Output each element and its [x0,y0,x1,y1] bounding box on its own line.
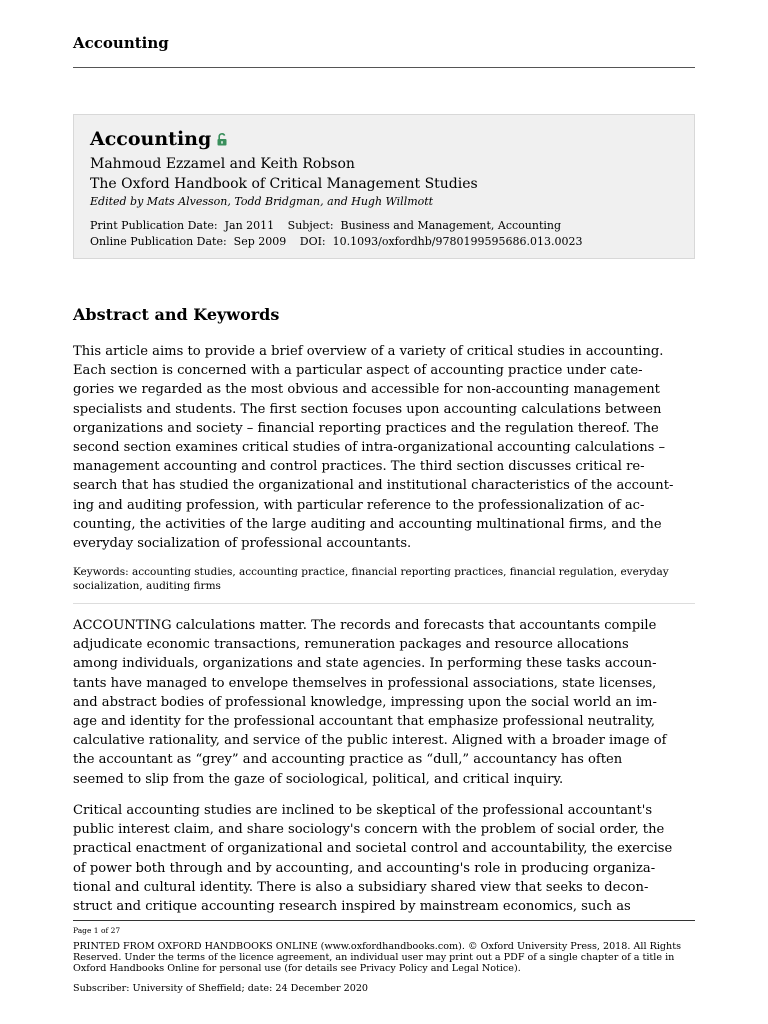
abstract-line: specialists and students. The first section focuses upon accounting calculations between [73,401,662,417]
body-line: age and identity for the professional accountant that emphasize professional neutrality, [73,714,656,730]
running-head: Accounting [73,34,169,52]
chapter-authors: Mahmoud Ezzamel and Keith Robson [90,156,355,172]
body-line: tants have managed to envelope themselves in professional associations, state licenses, [73,675,657,691]
book-title: The Oxford Handbook of Critical Management Studies [90,176,478,192]
body-line: calculative rationality, and service of the public interest. Aligned with a broader image of [73,733,667,749]
print-meta-line [90,218,678,234]
abstract-line: search that has studied the organizational and institutional characteristics of the account- [73,478,674,494]
online-date: Sep 2009 [233,235,287,248]
abstract-line: second section examines critical studies of intra-organizational accounting calculations – [73,440,666,456]
print-date-label: Print Publication Date: [90,219,218,232]
abstract-line: ing and auditing profession, with particular reference to the professionalization of ac- [73,497,645,513]
body-line: of power both through and by accounting, and accounting's role in producing organiza- [73,860,656,876]
body-line: struct and critique accounting research inspired by mainstream economics, such as [73,899,631,915]
abstract-line: counting, the activities of the large auditing and accounting multinational firms, and the [73,516,662,532]
chapter-title-row [90,127,678,152]
page-number: Page 1 of 27 [73,926,121,935]
body-line: practical enactment of organizational and societal control and accountability, the exercise [73,841,673,857]
online-meta-line [90,234,678,250]
print-date: Jan 2011 [224,219,275,232]
keywords [73,565,695,593]
abstract-line: Each section is concerned with a particular aspect of accounting practice under cate- [73,363,643,379]
footer-divider [73,920,695,921]
keywords-line: socialization, auditing firms [73,580,221,592]
header-divider [73,67,695,68]
abstract-line: management accounting and control practices. The third section discusses critical re- [73,459,645,475]
abstract-line: organizations and society – financial reporting practices and the regulation thereof. The [73,420,659,436]
body-line: adjudicate economic transactions, remuneration packages and resource allocations [73,637,629,653]
open-lock-icon [217,128,227,152]
printed-line: Reserved. Under the terms of the licence agreement, an individual user may print out a PDF of a single chapter of a title in [73,952,675,963]
printed-line: PRINTED FROM OXFORD HANDBOOKS ONLINE (www.oxfordhandbooks.com). © Oxford University Press, 2018. All Rights [73,941,681,952]
doi-value: 10.1093/oxfordhb/9780199595686.013.0023 [332,235,583,248]
body-paragraph-2 [73,801,695,917]
body-line: seemed to slip from the gaze of sociological, political, and critical inquiry. [73,771,564,787]
abstract-line: everyday socialization of professional accountants. [73,536,412,552]
subject-label: Subject: [287,219,334,232]
body-line: tional and cultural identity. There is also a subsidiary shared view that seeks to decon- [73,879,649,895]
subject-value: Business and Management, Accounting [340,219,562,232]
body-line: Critical accounting studies are inclined to be skeptical of the professional accountant's [73,803,653,818]
body-line: and abstract bodies of professional knowledge, impressing upon the social world an im- [73,694,657,710]
abstract-paragraph [73,342,695,553]
printed-notice [73,941,695,974]
keywords-line: Keywords: accounting studies, accounting practice, financial reporting practices, financial regulation, everyday [73,566,669,578]
body-line: among individuals, organizations and state agencies. In performing these tasks accoun- [73,656,657,672]
printed-line: Oxford Handbooks Online for personal use (for details see Privacy Policy and Legal Notice). [73,963,521,974]
abstract-line: This article aims to provide a brief overview of a variety of critical studies in accounting. [73,344,664,359]
chapter-title: Accounting [90,128,212,150]
section-divider [73,603,695,604]
online-date-label: Online Publication Date: [90,235,227,248]
book-editors: Edited by Mats Alvesson, Todd Bridgman, and Hugh Willmott [90,195,434,208]
body-line: the accountant as “grey” and accounting practice as “dull,” accountancy has often [73,752,623,768]
abstract-line: gories we regarded as the most obvious and accessible for non-accounting management [73,382,660,398]
body-line: public interest claim, and share sociology's concern with the problem of social order, the [73,822,665,838]
subscriber-info: Subscriber: University of Sheffield; date: 24 December 2020 [73,983,369,994]
chapter-info-box [73,114,695,259]
abstract-heading: Abstract and Keywords [73,305,280,324]
body-line: ACCOUNTING calculations matter. The records and forecasts that accountants compile [73,618,657,633]
doi-label: DOI: [299,235,326,248]
body-paragraph-1 [73,616,695,789]
